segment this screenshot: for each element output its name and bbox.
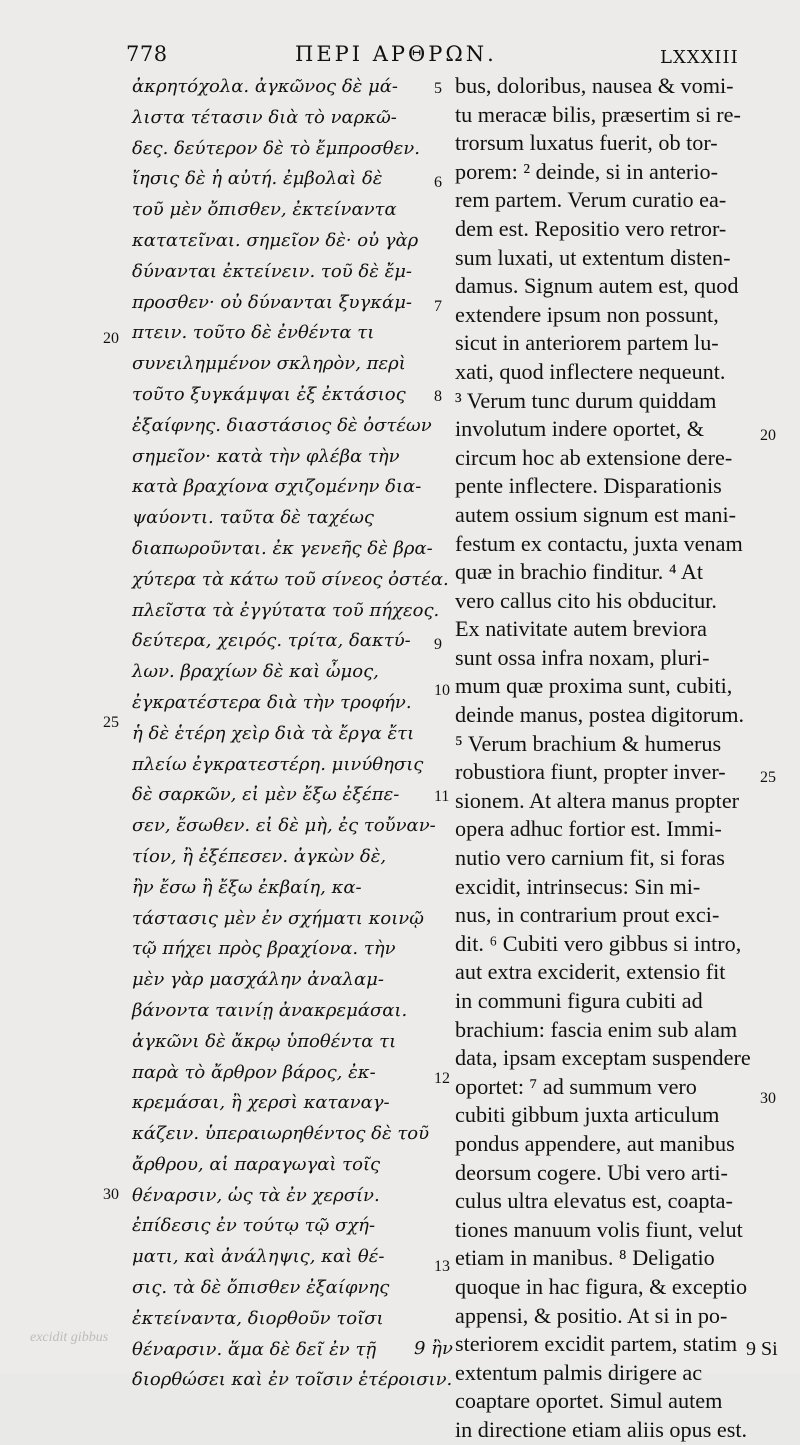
latin-text-line: deinde manus, postea digitorum. [455, 702, 745, 728]
latin-text-line: bus, doloribus, nausea & vomi- [455, 73, 734, 98]
greek-text-line: ἐκτείναντα, διορθοῦν τοῖσι [132, 1307, 384, 1329]
greek-text-line: διαπωροῦνται. ἐκ γενεῆς δὲ βρα- [132, 537, 433, 559]
greek-text-line: πτειν. τοῦτο δὲ ἐνθέντα τι [132, 322, 375, 344]
line-number-right: 25 [760, 769, 776, 786]
greek-text-line: λων. βραχίων δὲ καὶ ὦμος, [132, 661, 379, 683]
greek-section-number: 9 [434, 636, 442, 653]
latin-text-line: sionem. At altera manus propter [455, 787, 740, 813]
latin-text-line: cubiti gibbum juxta articulum [455, 1102, 720, 1128]
latin-text-line: oportet: ⁷ ad summum vero [455, 1073, 697, 1099]
greek-text-line: ματι, καὶ ἀνάληψις, καὶ θέ- [132, 1246, 385, 1268]
latin-text-line: data, ipsam exceptam suspendere [455, 1045, 751, 1071]
greek-text-line: συνειλημμένον σκληρὸν, περὶ [132, 353, 406, 375]
latin-text-line: in communi figura cubiti ad [455, 988, 703, 1013]
line-number-right: 30 [760, 1090, 776, 1107]
latin-text-line: nus, in contrarium prout exci- [455, 902, 720, 928]
latin-text-line: steriorem excidit partem, statim [455, 1331, 738, 1357]
latin-text-line: appensi, & positio. At si in po- [455, 1302, 728, 1328]
greek-text-line: ἐπίδεσις ἐν τούτῳ τῷ σχή- [132, 1215, 376, 1237]
latin-text-line: etiam in manibus. ⁸ Deligatio [455, 1245, 715, 1271]
latin-text-line: culus ultra elevatus est, coapta- [455, 1188, 733, 1214]
latin-text-line: sicut in anteriorem partem lu- [455, 330, 719, 356]
greek-text-line: μὲν γὰρ μασχάλην ἀναλαμ- [132, 969, 384, 991]
greek-text-line: ἀκρητόχολα. ἀγκῶνος δὲ μά- [132, 76, 399, 97]
greek-text-line: δὲ σαρκῶν, εἰ μὲν ἔξω ἐξέπε- [132, 784, 400, 806]
greek-text-line: ἐξαίφνης. διαστάσιος δὲ ὀστέων [132, 414, 432, 436]
greek-section-number: 11 [434, 788, 450, 805]
greek-text-line: τάστασις μὲν ἐν σχήματι κοινῷ [132, 907, 424, 929]
greek-text-line: τοῦ μὲν ὄπισθεν, ἐκτείναντα [132, 199, 397, 221]
latin-text-line: opera adhuc fortior est. Immi- [455, 816, 722, 842]
greek-text-line: πλείω ἐγκρατεστέρη. μινύθησις [132, 753, 424, 775]
line-number-left: 30 [103, 1186, 119, 1203]
latin-text-line: extendere ipsum non possunt, [455, 301, 719, 327]
greek-text-line: δεύτερα, χειρός. τρίτα, δακτύ- [132, 630, 411, 652]
latin-text-line: tiones manuum volis fiunt, velut [455, 1216, 743, 1242]
latin-text-line: aut extra exciderit, extensio fit [455, 959, 726, 985]
latin-text-line: excidit, intrinsecus: Sin mi- [455, 873, 701, 899]
latin-text-line: deorsum cogere. Ubi vero arti- [455, 1159, 728, 1185]
greek-text-line: σεν, ἔσωθεν. εἰ δὲ μὴ, ἐς τοὔναν- [132, 815, 436, 837]
latin-text-line: trorsum luxatus fuerit, ob tor- [455, 130, 718, 156]
greek-text-line: ἡ δὲ ἑτέρη χεὶρ διὰ τὰ ἔργα ἔτι [132, 722, 415, 744]
latin-text-line: nutio vero carnium fit, si foras [455, 845, 725, 871]
latin-text-line: brachium: fascia enim sub alam [455, 1016, 738, 1042]
greek-text-line: ψαύοντι. ταῦτα δὲ ταχέως [132, 507, 374, 529]
greek-text-line: βάνοντα ταινίῃ ἀνακρεμάσαι. [132, 999, 408, 1021]
greek-text-line: δες. δεύτερον δὲ τὸ ἔμπροσθεν. [132, 137, 420, 159]
latin-text-line: circum hoc ab extensione dere- [455, 444, 733, 470]
greek-text-line: ἴησις δὲ ἡ αὐτή. ἐμβολαὶ δὲ [132, 168, 383, 190]
greek-section-number: 10 [434, 682, 450, 699]
greek-text-line: δύνανται ἐκτείνειν. τοῦ δὲ ἔμ- [132, 260, 413, 282]
greek-text-line: προσθεν· οὐ δύνανται ξυγκάμ- [132, 291, 412, 313]
latin-text-line: xati, quod inflectere nequeunt. [455, 358, 726, 384]
latin-text-line: tu meracæ bilis, præsertim si re- [455, 101, 741, 127]
greek-text-line: διορθώσει καὶ ἐν τοῖσιν ἑτέροισιν. [132, 1369, 453, 1391]
greek-text-line: σημεῖον· κατὰ τὴν φλέβα τὴν [132, 445, 400, 467]
greek-text-line: τῷ πήχει πρὸς βραχίονα. τὴν [132, 938, 396, 960]
latin-text-line: in directione etiam aliis opus est. [455, 1416, 748, 1442]
line-number-left: 20 [103, 330, 119, 347]
bleed-through-text: excidit gibbus [30, 1330, 109, 1345]
latin-text-line: autem ossium signum est mani- [455, 501, 737, 527]
latin-text-line: quæ in brachio finditur. ⁴ At [455, 559, 704, 585]
greek-text-line: ἄρθρου, αἱ παραγωγαὶ τοῖς [132, 1153, 381, 1175]
greek-text-line: ἀγκῶνι δὲ ἄκρῳ ὑποθέντα τι [132, 1030, 397, 1052]
catchword-latin: 9 Si [746, 1338, 778, 1360]
latin-text-line: ³ Verum tunc durum quiddam [455, 387, 717, 413]
greek-text-line: θέναρσιν. ἅμα δὲ δεῖ ἐν τῇ [132, 1338, 377, 1360]
greek-text-line: κάζειν. ὑπεραιωρηθέντος δὲ τοῦ [132, 1123, 430, 1145]
latin-text-line: extentum palmis dirigere ac [455, 1359, 703, 1385]
line-number-left: 25 [103, 714, 119, 731]
section-number: LXXXIII [660, 47, 739, 68]
latin-text-line: dit. ⁶ Cubiti vero gibbus si intro, [455, 930, 742, 956]
latin-text-line: quoque in hac figura, & exceptio [455, 1273, 748, 1299]
greek-text-line: τίον, ἢ ἐξέπεσεν. ἀγκὼν δὲ, [132, 845, 387, 867]
latin-text-line: robustiora fiunt, propter inver- [455, 759, 726, 785]
latin-text-line: coaptare oportet. Simul autem [455, 1388, 723, 1414]
greek-text-line: κρεμάσαι, ἢ χερσὶ καταναγ- [132, 1092, 390, 1114]
line-number-right: 20 [760, 427, 776, 444]
latin-text-line: pente inflectere. Disparationis [455, 473, 722, 499]
greek-text-line: τοῦτο ξυγκάμψαι ἐξ ἐκτάσιος [132, 383, 406, 405]
greek-text-line: παρὰ τὸ ἄρθρον βάρος, ἐκ- [132, 1061, 376, 1083]
latin-text-line: vero callus cito his obducitur. [455, 587, 717, 613]
greek-text-column [132, 72, 452, 1396]
greek-text-line: πλεῖστα τὰ ἐγγύτατα τοῦ πήχεος. [132, 599, 440, 621]
greek-text-line: ἐγκρατέστερα διὰ τὴν τροφήν. [132, 691, 412, 713]
latin-text-line: mum quæ proxima sunt, cubiti, [455, 673, 733, 699]
greek-section-number: 6 [434, 174, 442, 191]
latin-text-line: involutum indere oportet, & [455, 416, 704, 442]
latin-text-line: porem: ² deinde, si in anterio- [455, 158, 718, 184]
latin-text-line: Ex nativitate autem breviora [455, 616, 707, 642]
greek-text-line: θέναρσιν, ὡς τὰ ἐν χερσίν. [132, 1184, 380, 1206]
greek-text-line: κατατεῖναι. σημεῖον δὲ· οὐ γὰρ [132, 229, 419, 251]
latin-text-line: festum ex contactu, juxta venam [455, 530, 743, 556]
greek-text-line: σις. τὰ δὲ ὄπισθεν ἐξαίφνης [132, 1277, 390, 1299]
latin-text-line: damus. Signum autem est, quod [455, 273, 739, 299]
greek-text-line: κατὰ βραχίονα σχιζομένην δια- [132, 476, 422, 498]
latin-text-line: pondus appendere, aut manibus [455, 1130, 735, 1156]
latin-text-line: sum luxati, ut extentum disten- [455, 244, 731, 270]
catchword-greek: 9 ἢν [414, 1338, 453, 1359]
latin-text-line: ⁵ Verum brachium & humerus [455, 730, 722, 756]
greek-section-number: 5 [434, 80, 442, 97]
page-number: 778 [126, 42, 168, 66]
greek-text-line: ἢν ἔσω ἢ ἔξω ἐκβαίη, κα- [132, 876, 362, 898]
latin-text-line: dem est. Repositio vero retror- [455, 215, 727, 241]
greek-text-line: χύτερα τὰ κάτω τοῦ σίνεος ὀστέα. [132, 568, 449, 590]
greek-section-number: 7 [434, 298, 442, 315]
greek-section-number: 13 [434, 1258, 450, 1275]
greek-text-line: λιστα τέτασιν διὰ τὸ ναρκῶ- [132, 106, 397, 128]
latin-text-line: sunt ossa infra noxam, pluri- [455, 644, 710, 670]
greek-section-number: 12 [434, 1070, 450, 1087]
greek-section-number: 8 [434, 388, 442, 405]
latin-text-column [455, 72, 787, 1445]
latin-text-line: rem partem. Verum curatio ea- [455, 187, 727, 213]
running-title: ΠΕΡΙ ΑΡΘΡΩΝ. [295, 42, 497, 66]
